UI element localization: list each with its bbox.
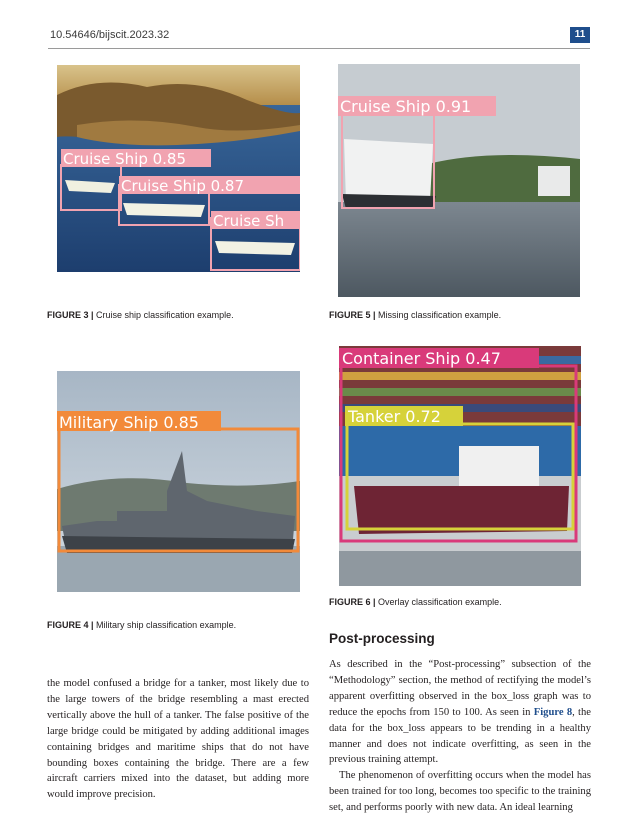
fig3-detection-3: Cruise Sh [213, 212, 285, 230]
doi: 10.54646/bijscit.2023.32 [50, 29, 170, 41]
fig4-detection-1: Military Ship 0.85 [59, 413, 199, 432]
right-paragraph-2: The phenomenon of overfitting occurs when the model has been trained for too long, becomes too specific to the training set, and performs poorly with new data. An ideal learning [329, 770, 591, 814]
fig3-detection-1: Cruise Ship 0.85 [63, 150, 187, 168]
figure-6-caption: FIGURE 6 | Overlay classification example. [329, 597, 502, 607]
left-column-text [47, 676, 309, 803]
header-rule [48, 48, 590, 49]
figure-5-caption: FIGURE 5 | Missing classification example. [329, 310, 502, 320]
page-number: 11 [570, 27, 590, 43]
right-paragraph-1: As described in the “Post-processing” subsection of the “Methodology” section, the method of rectifying the model’s apparent overfitting observed in the box_loss graph was to reduce the epochs from 150 to 100. As seen in Figure 8, the data for the box_loss appears to be trending in a healthy manner and does not indicate overfitting, as seen in the previous training attempt. [329, 659, 591, 766]
fig6-detection-2: Tanker 0.72 [348, 407, 441, 426]
figure-3-caption: FIGURE 3 | Cruise ship classification example. [47, 310, 234, 320]
figure-3-image [57, 65, 300, 272]
figure-4-image [57, 371, 300, 592]
fig6-detection-1: Container Ship 0.47 [342, 349, 501, 368]
right-column-text [329, 657, 591, 816]
left-paragraph: the model confused a bridge for a tanker, most likely due to the large towers of the bridge resembling a mast erected vertically above the hull of a tanker. The false positive of the large bridge could be mitigated by adding additional images containing bridges and maritime ships that do not have bounding boxes containing the bridge. There are a few aircraft carriers mixed into the dataset, but adding more would improve precision. [47, 678, 309, 801]
fig5-detection-1: Cruise Ship 0.91 [340, 97, 472, 116]
figure-6-image [339, 346, 581, 586]
figure-5-image [338, 64, 580, 297]
figure-8-link[interactable]: Figure 8 [533, 706, 573, 718]
fig3-detection-2: Cruise Ship 0.87 [121, 177, 245, 195]
figure-4-caption: FIGURE 4 | Military ship classification example. [47, 620, 237, 630]
section-heading-post-processing: Post-processing [329, 631, 435, 646]
